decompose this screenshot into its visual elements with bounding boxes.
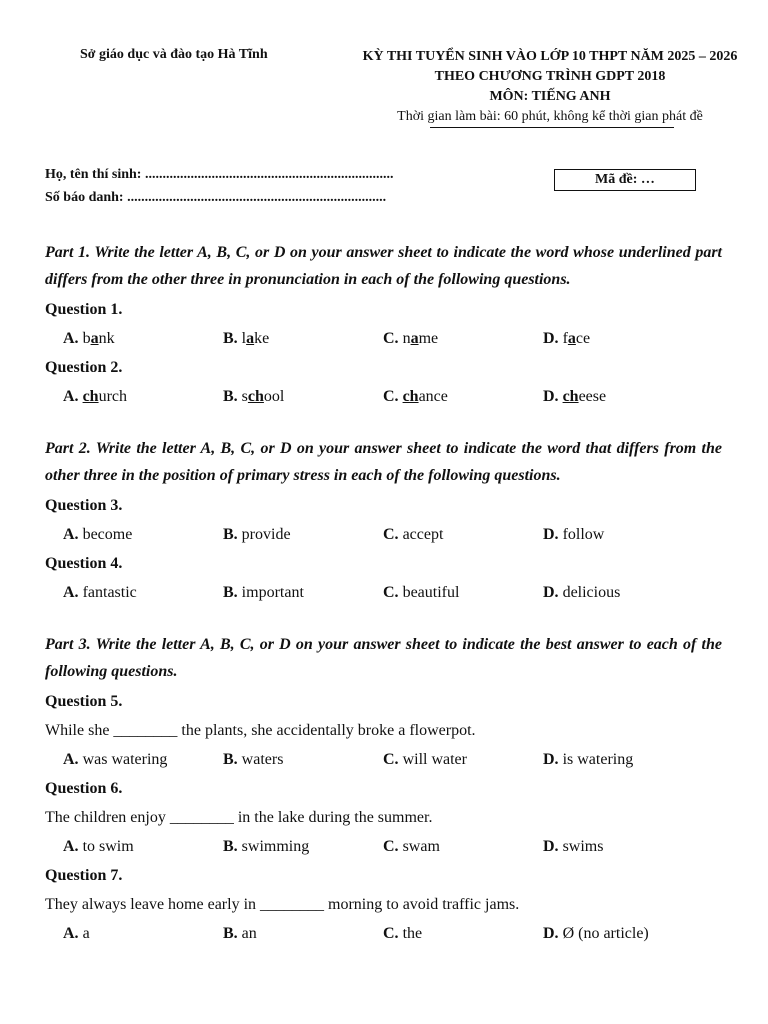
candidate-fields	[45, 163, 393, 209]
exam-title: KỲ THI TUYỂN SINH VÀO LỚP 10 THPT NĂM 2025 – 2026	[362, 49, 738, 64]
q7-option-a: A. a	[63, 925, 90, 942]
q1-option-c: C. name	[383, 330, 439, 347]
q2-option-b: B. school	[223, 388, 285, 405]
subject-line: MÔN: TIẾNG ANH	[489, 89, 611, 104]
underlined-part: a	[90, 330, 99, 347]
q5-option-c: C. will water	[383, 751, 467, 768]
question-4-options	[45, 580, 722, 605]
question-2-options	[45, 384, 722, 409]
q3-option-a: A. become	[63, 526, 133, 543]
question-5-options	[45, 747, 722, 772]
part-2-instruction: Part 2. Write the letter A, B, C, or D on your answer sheet to indicate the word that differs from the other three in the position of primary stress in each of the following questions.	[45, 440, 722, 484]
question-5-title: Question 5.	[45, 693, 123, 710]
part-3-instruction: Part 3. Write the letter A, B, C, or D on your answer sheet to indicate the best answer to each of the following questions.	[45, 636, 722, 680]
q4-option-d: D. delicious	[543, 584, 621, 601]
question-7-stem: They always leave home early in ________ morning to avoid traffic jams.	[45, 896, 520, 913]
q2-option-a: A. church	[63, 388, 127, 405]
question-2-title: Question 2.	[45, 359, 123, 376]
question-5-stem: While she ________ the plants, she accidentally broke a flowerpot.	[45, 722, 476, 739]
question-4-title: Question 4.	[45, 555, 123, 572]
exam-header	[340, 47, 760, 127]
q6-option-a: A. to swim	[63, 838, 134, 855]
q3-option-c: C. accept	[383, 526, 444, 543]
q7-option-b: B. an	[223, 925, 257, 942]
department-name: Sở giáo dục và đào tạo Hà Tĩnh	[80, 47, 268, 62]
q4-option-a: A. fantastic	[63, 584, 137, 601]
program-line: THEO CHƯƠNG TRÌNH GDPT 2018	[434, 69, 666, 84]
candidate-number-line: Số báo danh: ..........................................................................	[45, 190, 387, 205]
underlined-part: ch	[247, 388, 264, 405]
question-7-options	[45, 921, 722, 946]
exam-code-box: Mã đề: …	[554, 169, 696, 191]
question-6-title: Question 6.	[45, 780, 123, 797]
candidate-name-line: Họ, tên thí sinh: .......................................................................	[45, 167, 394, 182]
q1-option-b: B. lake	[223, 330, 270, 347]
question-6-options	[45, 834, 722, 859]
underlined-part: a	[246, 330, 255, 347]
question-1-options	[45, 326, 722, 351]
q4-option-c: C. beautiful	[383, 584, 460, 601]
q4-option-b: B. important	[223, 584, 304, 601]
question-7-title: Question 7.	[45, 867, 123, 884]
q5-option-b: B. waters	[223, 751, 284, 768]
underlined-part: ch	[82, 388, 99, 405]
question-6-stem: The children enjoy ________ in the lake during the summer.	[45, 809, 433, 826]
q7-option-d: D. Ø (no article)	[543, 925, 649, 942]
q6-option-c: C. swam	[383, 838, 440, 855]
question-3-title: Question 3.	[45, 497, 123, 514]
q6-option-b: B. swimming	[223, 838, 310, 855]
q3-option-b: B. provide	[223, 526, 291, 543]
underlined-part: a	[567, 330, 576, 347]
q1-option-d: D. face	[543, 330, 591, 347]
q7-option-c: C. the	[383, 925, 423, 942]
exam-content	[45, 239, 722, 946]
part-1-instruction: Part 1. Write the letter A, B, C, or D on your answer sheet to indicate the word whose underlined part differs from the other three in pronunciation in each of the following questions.	[45, 244, 722, 288]
q5-option-a: A. was watering	[63, 751, 168, 768]
underlined-part: ch	[562, 388, 579, 405]
q2-option-d: D. cheese	[543, 388, 607, 405]
q6-option-d: D. swims	[543, 838, 604, 855]
underlined-part: ch	[402, 388, 419, 405]
question-1-title: Question 1.	[45, 301, 123, 318]
question-3-options	[45, 522, 722, 547]
q3-option-d: D. follow	[543, 526, 605, 543]
header-underline	[430, 127, 674, 128]
underlined-part: a	[410, 330, 419, 347]
q5-option-d: D. is watering	[543, 751, 634, 768]
q1-option-a: A. bank	[63, 330, 115, 347]
time-note: Thời gian làm bài: 60 phút, không kể thời gian phát đề	[397, 109, 703, 124]
q2-option-c: C. chance	[383, 388, 448, 405]
